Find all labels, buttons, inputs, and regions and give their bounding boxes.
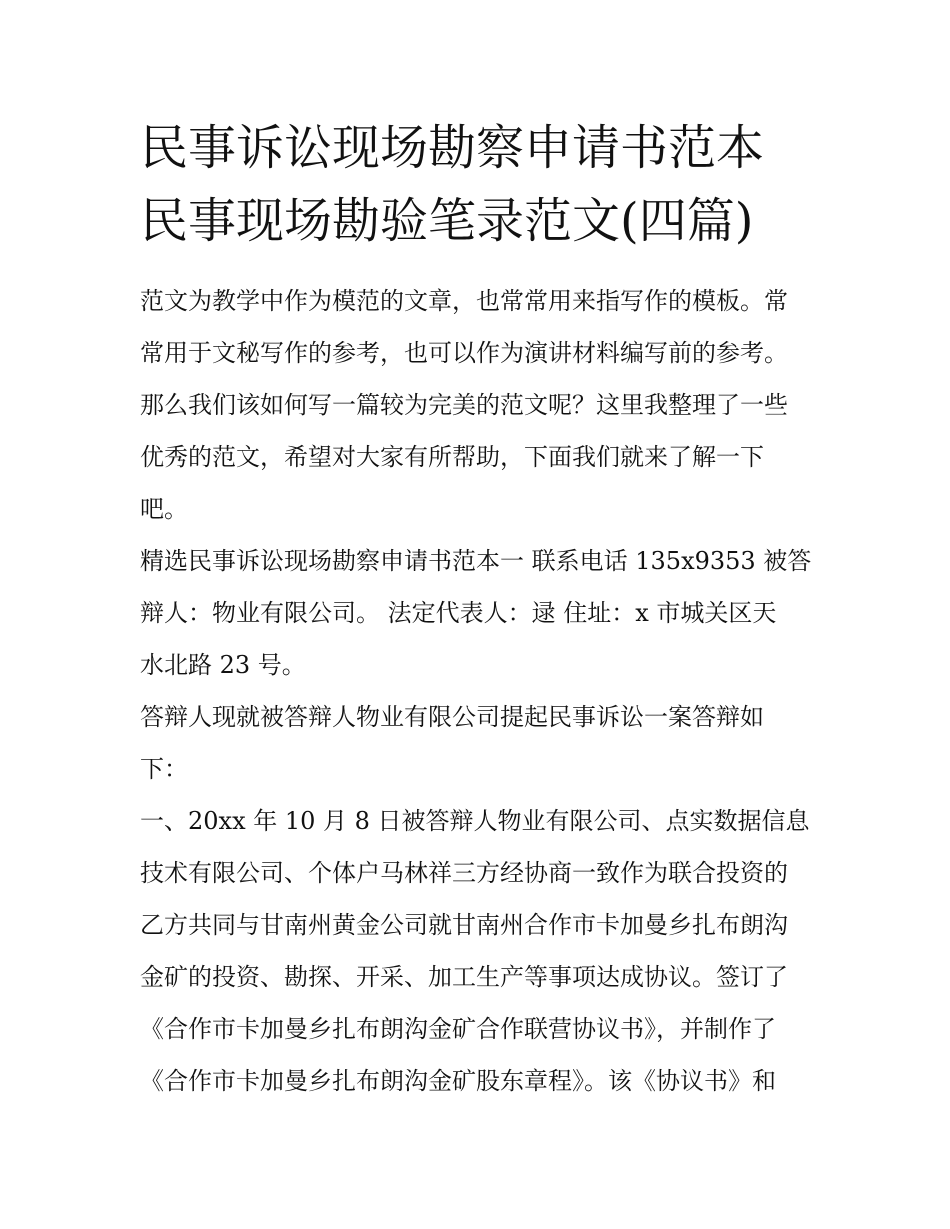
body-line: 范文为教学中作为模范的文章，也常常用来指写作的模板。常 <box>140 287 788 315</box>
body-line: 《合作市卡加曼乡扎布朗沟金矿合作联营协议书》，并制作了 <box>140 1015 776 1043</box>
body-line: 乙方共同与甘南州黄金公司就甘南州合作市卡加曼乡扎布朗沟 <box>140 911 788 939</box>
body-line: 答辩人现就被答辩人物业有限公司提起民事诉讼一案答辩如 <box>140 703 764 731</box>
body-line: 优秀的范文，希望对大家有所帮助，下面我们就来了解一下 <box>140 443 764 471</box>
body-line: 水北路 23 号。 <box>140 651 306 679</box>
body-line: 金矿的投资、勘探、开采、加工生产等事项达成协议。签订了 <box>140 963 788 991</box>
document-body <box>140 275 815 1107</box>
body-line: 技术有限公司、个体户马林祥三方经协商一致作为联合投资的 <box>140 859 788 887</box>
body-line: 一、20xx 年 10 月 8 日被答辩人物业有限公司、点实数据信息 <box>140 807 810 835</box>
body-line: 下： <box>140 755 188 783</box>
body-line: 《合作市卡加曼乡扎布朗沟金矿股东章程》。该《协议书》和 <box>140 1067 776 1095</box>
body-line: 常用于文秘写作的参考，也可以作为演讲材料编写前的参考。 <box>140 339 788 367</box>
body-line: 辩人：物业有限公司。 法定代表人：逯 住址：x 市城关区天 <box>140 599 777 627</box>
document-title <box>140 112 820 258</box>
body-line: 精选民事诉讼现场勘察申请书范本一 联系电话 135x9353 被答 <box>140 547 812 575</box>
title-line: 民事现场勘验笔录范文(四篇) <box>140 193 754 249</box>
body-line: 吧。 <box>140 495 188 523</box>
title-line: 民事诉讼现场勘察申请书范本 <box>140 120 765 176</box>
body-line: 那么我们该如何写一篇较为完美的范文呢？这里我整理了一些 <box>140 391 788 419</box>
